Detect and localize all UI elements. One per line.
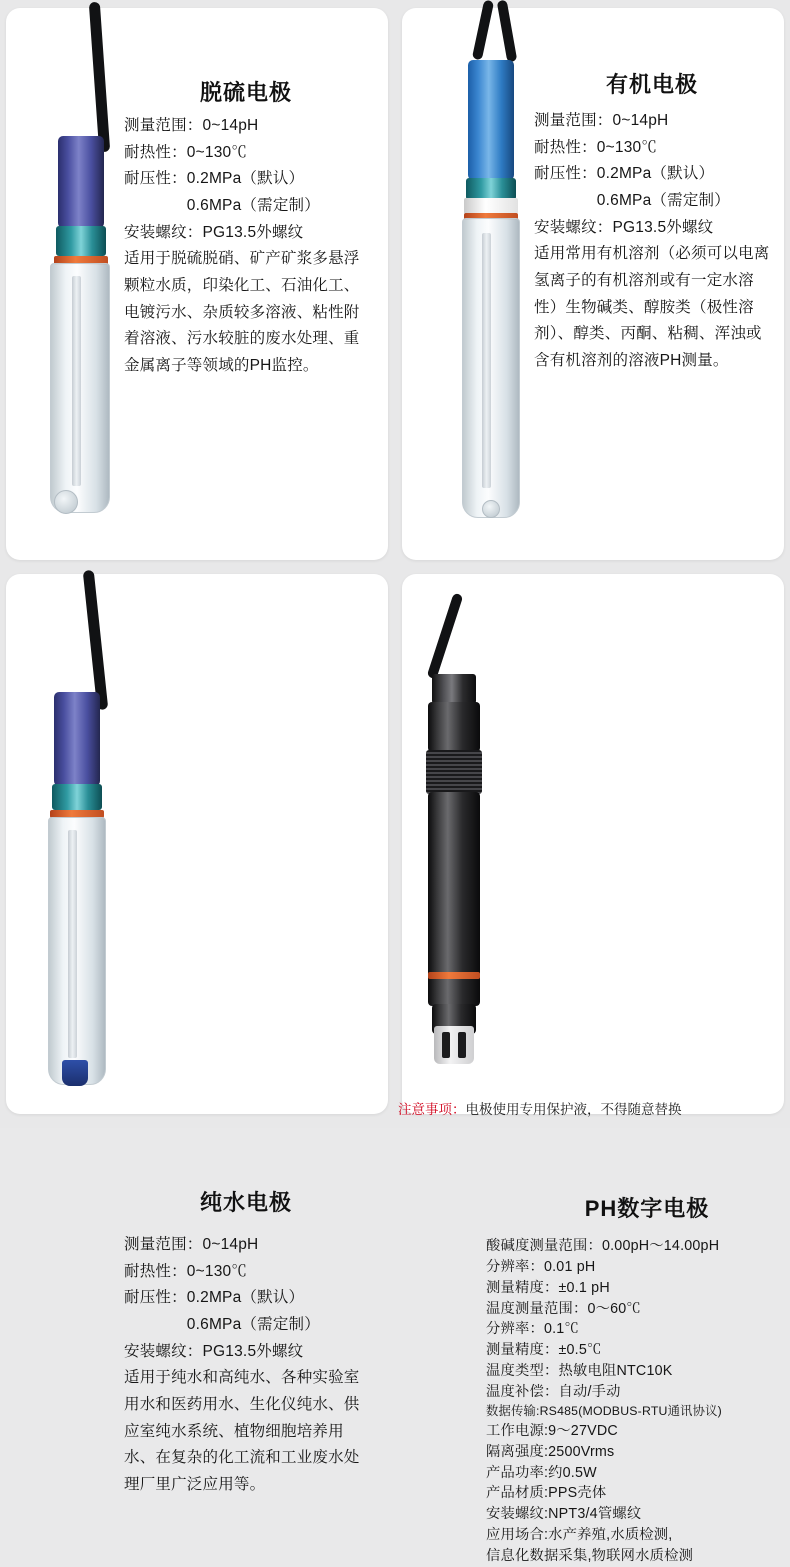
glass-tube — [462, 218, 520, 518]
cable — [83, 570, 109, 710]
npt-thread — [426, 750, 482, 794]
spec-line: 0.6MPa（需定制） — [534, 191, 730, 209]
spec-line: 耐压性：0.2MPa（默认） — [124, 1289, 305, 1307]
spec-line: 耐压性：0.2MPa（默认） — [534, 165, 715, 183]
spec-line: 耐热性：0~130℃ — [124, 1262, 248, 1280]
footer-note — [398, 1098, 682, 1118]
inner-tube — [68, 830, 77, 1058]
spec-line: 酸碱度测量范围：0.00pH～14.00pH — [486, 1238, 720, 1254]
inner-tube — [72, 276, 81, 486]
spec-line: 测量精度：±0.1 pH — [486, 1279, 610, 1296]
spec-line: 测量精度：±0.5℃ — [486, 1342, 602, 1359]
spec-line: 分辨率：0.1℃ — [486, 1321, 579, 1338]
spec-line: 耐热性：0~130℃ — [124, 143, 248, 161]
card-pure-water-electrode — [6, 574, 388, 1493]
spec-line: 温度测量范围：0～60℃ — [486, 1300, 641, 1317]
cable — [427, 593, 464, 680]
card-paragraph: 适用常用有机溶剂（必须可以电离氢离子的有机溶剂或有一定水溶性）生物碱类、醇胺类（极性溶剂）、醇类、丙酮、粘稠、浑浊或含有机溶剂的溶液PH测量。 — [534, 245, 770, 369]
spec-line: 耐压性：0.2MPa（默认） — [124, 170, 305, 188]
spec-line: 信息化数据采集,物联网水质检测 — [486, 1547, 694, 1564]
sensor-tip — [434, 1026, 474, 1064]
white-ring — [464, 198, 518, 214]
card-body — [534, 108, 774, 375]
spec-line: 测量范围：0~14pH — [534, 112, 669, 129]
sensor-slot — [458, 1032, 466, 1058]
spec-line: 安装螺纹：PG13.5外螺纹 — [534, 218, 714, 236]
blue-cap — [58, 136, 104, 228]
inner-tube — [482, 233, 491, 488]
card-digital-ph-electrode — [402, 574, 784, 1564]
card-paragraph: 适用于脱硫脱硝、矿产矿浆多悬浮颗粒水质，印染化工、石油化工、电镀污水、杂质较多溶液、粘性附着溶液、污水较脏的废水处理、重金属离子等领域的PH监控。 — [124, 250, 360, 374]
teal-ring — [56, 226, 106, 256]
spec-line: 隔离强度:2500Vrms — [486, 1443, 615, 1460]
spec-line: 产品功率:约0.5W — [486, 1464, 597, 1481]
cable-gland — [432, 674, 476, 704]
card-title: 纯水电极 — [199, 1190, 292, 1215]
blue-cap — [468, 60, 514, 180]
footer-note-text: 电极使用专用保护液，不得随意替换 — [465, 1102, 682, 1117]
spec-line: 数据传输:RS485(MODBUS-RTU通讯协议) — [486, 1403, 722, 1418]
card-title: 有机电极 — [605, 72, 698, 97]
teal-ring — [466, 178, 516, 200]
spec-line: 测量范围：0~14pH — [124, 1236, 259, 1253]
glass-tube — [48, 817, 106, 1085]
spec-line: 应用场合:水产养殖,水质检测, — [486, 1527, 673, 1544]
spec-line: 测量范围：0~14pH — [124, 117, 259, 134]
spec-line: 0.6MPa（需定制） — [124, 196, 320, 214]
spec-line: 产品材质:PPS壳体 — [486, 1485, 607, 1502]
spec-line: 温度类型：热敏电阻NTC10K — [486, 1363, 673, 1380]
glass-bulb — [54, 490, 78, 514]
blue-cap — [54, 692, 100, 786]
card-title: 脱硫电极 — [199, 80, 292, 105]
spec-line: 分辨率：0.01 pH — [486, 1258, 596, 1275]
card-organic-electrode — [402, 8, 784, 560]
card-body — [486, 1236, 778, 1567]
spec-line: 安装螺纹:NPT3/4管螺纹 — [486, 1506, 642, 1523]
spec-line: 0.6MPa（需定制） — [124, 1315, 320, 1333]
footer-note-prefix: 注意事项： — [398, 1102, 466, 1117]
spec-line: 安装螺纹：PG13.5外螺纹 — [124, 223, 304, 241]
card-title: PH数字电极 — [584, 1196, 710, 1221]
cable-left — [472, 0, 494, 60]
card-body — [124, 1232, 374, 1499]
cable-right — [497, 0, 518, 62]
spec-line: 工作电源:9～27VDC — [486, 1422, 618, 1439]
cable — [89, 2, 110, 152]
upper-housing — [428, 702, 480, 752]
spec-line: 耐热性：0~130℃ — [534, 138, 658, 156]
card-paragraph: 适用于纯水和高纯水、各种实验室用水和医药用水、生化仪纯水、供应室纯水系统、植物细胞培养用水、在复杂的化工流和工业废水处理厂里广泛应用等。 — [124, 1369, 360, 1493]
glass-bulb — [482, 500, 500, 518]
orange-ring — [428, 972, 480, 979]
card-body — [124, 113, 372, 380]
spec-line: 温度补偿：自动/手动 — [486, 1384, 621, 1401]
sensor-slot — [442, 1032, 450, 1058]
spec-line: 安装螺纹：PG13.5外螺纹 — [124, 1342, 304, 1360]
blue-tip — [62, 1060, 88, 1086]
teal-ring — [52, 784, 102, 810]
card-desulfurization-electrode — [6, 8, 388, 560]
